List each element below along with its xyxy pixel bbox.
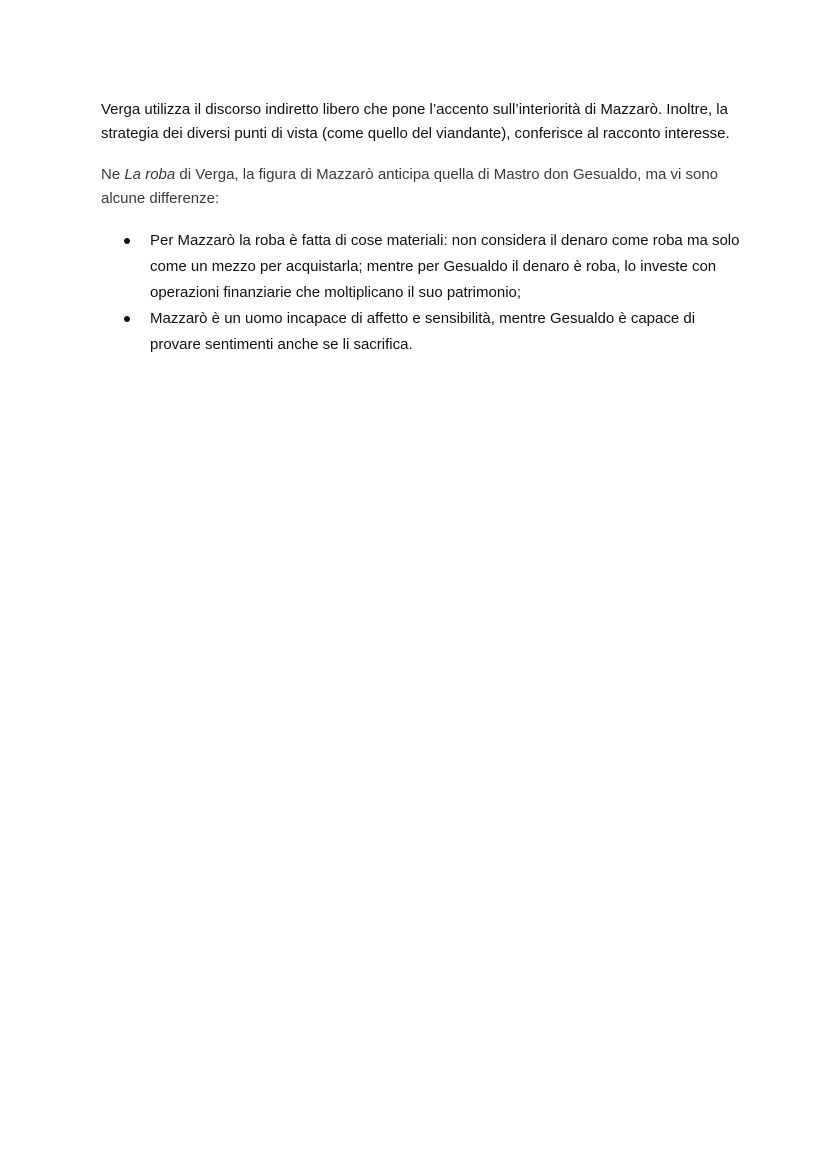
list-item-text: Mazzarò è un uomo incapace di affetto e sensibilità, mentre Gesualdo è capace di provare sentimenti anche se li sacrifica. bbox=[150, 310, 696, 353]
document-body bbox=[101, 98, 741, 358]
bullet-icon bbox=[124, 238, 130, 244]
differences-list bbox=[101, 228, 741, 358]
paragraph-intro: Verga utilizza il discorso indiretto libero che pone l’accento sull’interiorità di Mazzarò. Inoltre, la strategia dei diversi punti di vista (come quello del viandante), conferisce al racconto interesse. bbox=[101, 101, 730, 142]
bullet-icon bbox=[124, 316, 130, 322]
paragraph-comparison-rest: di Verga, la figura di Mazzarò anticipa quella di Mastro don Gesualdo, ma vi sono alcune differenze: bbox=[101, 166, 719, 207]
list-item bbox=[101, 306, 741, 358]
list-item-text: Per Mazzarò la roba è fatta di cose materiali: non considera il denaro come roba ma solo come un mezzo per acquistarla; mentre per Gesualdo il denaro è roba, lo investe con operazioni finanziarie che moltiplicano il suo patrimonio; bbox=[150, 232, 740, 301]
paragraph-comparison-lead: Ne bbox=[101, 166, 125, 183]
work-title: La roba bbox=[124, 166, 176, 183]
list-item bbox=[101, 228, 741, 306]
paragraph-comparison bbox=[101, 163, 741, 211]
